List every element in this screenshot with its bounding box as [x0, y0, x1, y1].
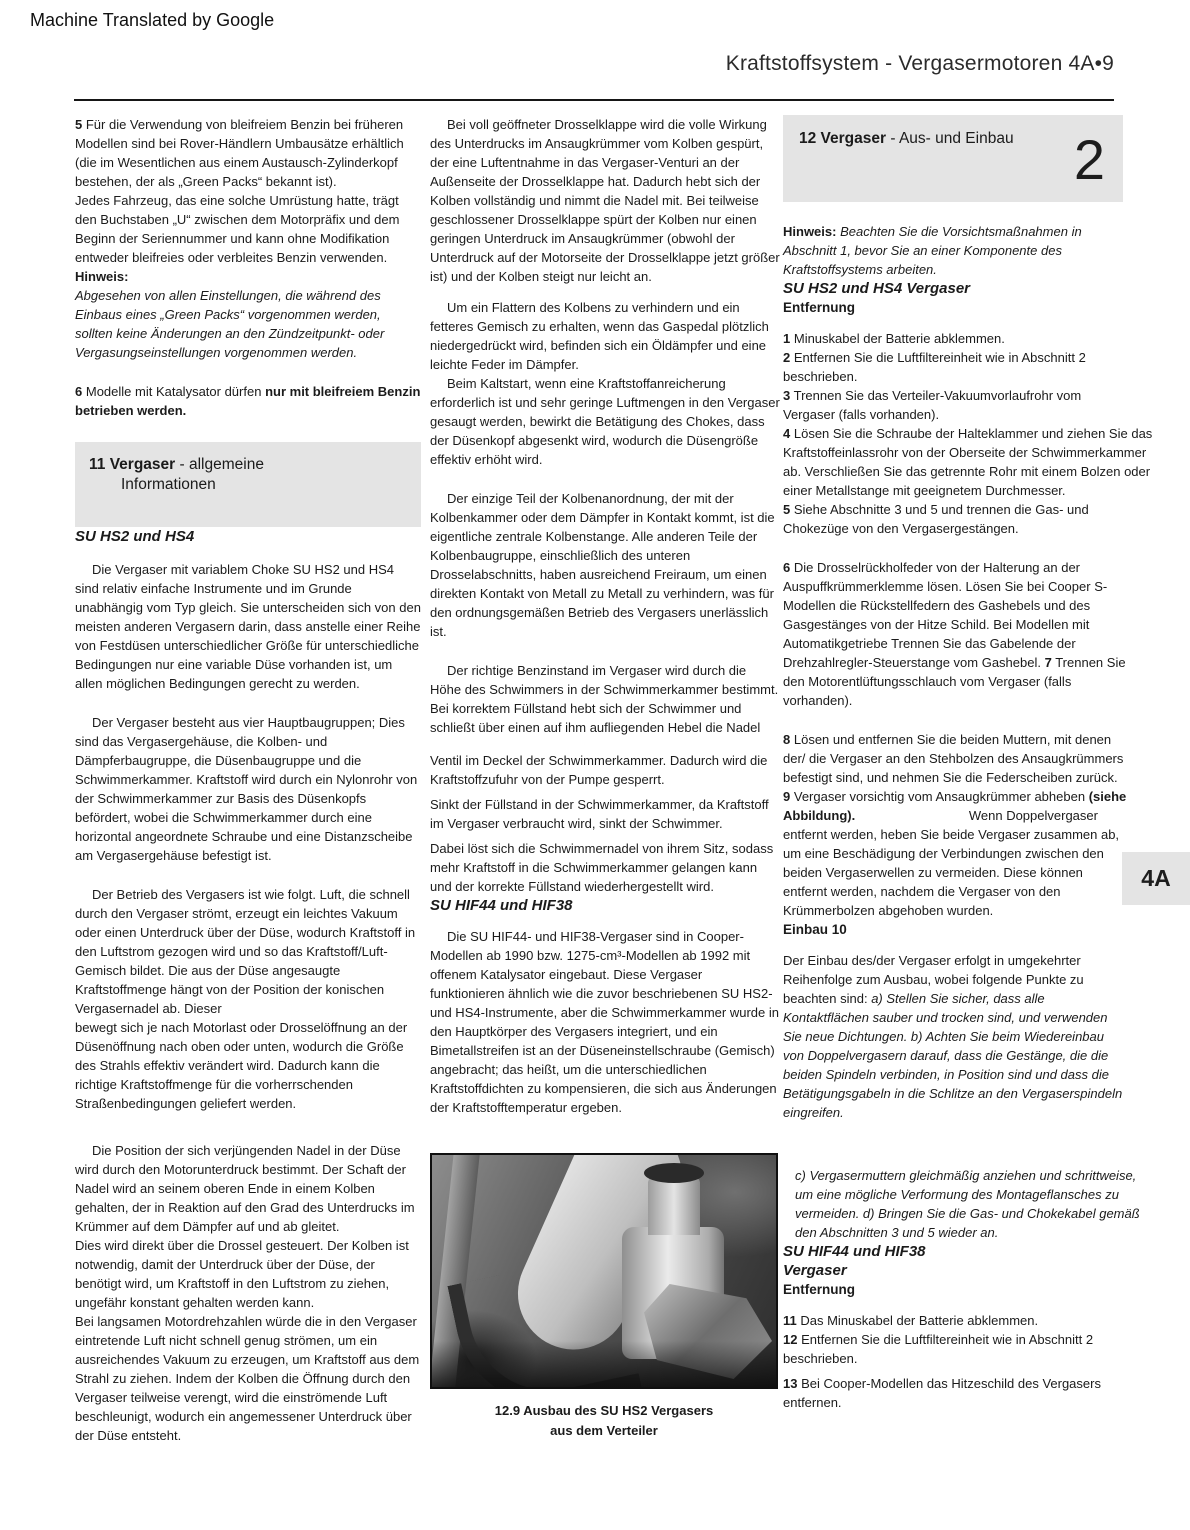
step-text: Doppelvergaser entfernt werden, heben Sie beide Vergaser zusammen ab, um eine Beschädigung der Verbindungen zwischen den beiden Vergaserwellen zu vermeiden. Diese können entfernt werden, nachdem die Vergaser von den Krümmerbolzen abgehoben wurden.: [783, 808, 1120, 918]
step-number: 3: [783, 388, 791, 403]
subheading-su-hif44-hif38-vergaser: [783, 1242, 1167, 1280]
step-text: Minuskabel der Batterie abklemmen.: [793, 331, 1005, 346]
page-title: Kraftstoffsystem - Vergasermotoren 4A•9: [725, 52, 1114, 75]
subheading-line1: SU HIF44 und HIF38: [783, 1243, 926, 1260]
step-number: 5: [75, 117, 83, 132]
step-text: Jedes Fahrzeug, das eine solche Umrüstung hatte, trägt den Buchstaben „U“ zwischen dem Motorpräfix und dem Beginn der Seriennummer und kann ohne Modifikation entweder bleifreies oder verbleites Benzin verwenden.: [75, 193, 400, 265]
step-text: Lösen Sie die Schraube der Halteklammer und ziehen Sie das Kraftstoffeinlassrohr von der Oberseite der Schwimmerkammer ab. Verschließen Sie das getrennte Rohr mit einem Bolzen oder einer Metallstange mit geeignetem Durchmesser.: [783, 426, 1153, 498]
step-text: Entfernen Sie die Luftfiltereinheit wie in Abschnitt 2 beschrieben.: [783, 350, 1086, 384]
section-number-title: 11 Vergaser: [89, 456, 176, 473]
paragraph: Dies wird direkt über die Drossel gesteuert. Der Kolben ist notwendig, damit der Unterdruck über der Düse, der benötigt wird, um Kraftstoff in den Luftstrom zu ziehen, ungefähr konstant gehalten werden kann.: [75, 1238, 409, 1310]
figure-caption-line1: 12.9 Ausbau des SU HS2 Vergasers: [494, 1403, 714, 1418]
section-11-header: [75, 442, 421, 527]
install-items-cd: c) Vergasermuttern gleichmäßig anziehen und schrittweise, um eine mögliche Verformung des Montageflansches zu vermeiden. d) Bringen Sie die Gas- und Chokekabel gemäß den Abschnitten 3 und 5 wieder an.: [795, 1168, 1140, 1240]
paragraph: Der Vergaser besteht aus vier Hauptbaugruppen; Dies sind das Vergasergehäuse, die Kolben- und Dämpferbaugruppe, die Düsenbaugruppe und die Schwimmerkammer. Kraftstoff wird durch ein Nylonrohr von der Schwimmerkammer zur Basis des Düsenkopfs befördert, wobei die Schwimmerkammer durch eine horizontal angeordnete Schraube und eine Distanzscheibe am Vergasergehäuse befestigt ist.: [75, 715, 418, 863]
step-text: Bei Cooper-Modellen das Hitzeschild des Vergasers entfernen.: [783, 1376, 1101, 1410]
step-5: [75, 115, 421, 191]
step-number: 4: [783, 426, 791, 441]
paragraph: Der richtige Benzinstand im Vergaser wird durch die Höhe des Schwimmers in der Schwimmerkammer bestimmt. Bei korrektem Füllstand hebt sich der Schwimmer und schließt über einen auf ihm aufliegenden Hebel die Nadel: [430, 663, 779, 735]
step-1: [783, 329, 1128, 348]
step-number: 7: [1044, 655, 1052, 670]
paragraph: Bei langsamen Motordrehzahlen würde die in den Vergaser eintretende Luft nicht schnell genug strömen, um ein ausreichendes Vakuum zu erzeugen, um Kraftstoff aus dem Strahl zu ziehen. Indem der Kolben die Öffnung durch den Vergaser teilweise verengt, wird die einströmende Luft beschleunigt, wodurch ein angemessener Unterdruck über der Düse entsteht.: [75, 1314, 420, 1443]
step-6-7: [783, 558, 1128, 710]
step-number: 12: [783, 1332, 798, 1347]
step-5: [783, 500, 1128, 538]
section-title-line1: [89, 455, 407, 475]
paragraph: bewegt sich je nach Motorlast oder Drosselöffnung an der Düsenöffnung nach oben oder unten, wodurch die Größe des Strahls effektiv verändert wird. Dadurch kann die richtige Kraftstoffmenge für die vorherrschenden Straßenbedingungen geliefert werden.: [75, 1020, 408, 1111]
step-text: Das Minuskabel der Batterie abklemmen.: [800, 1313, 1039, 1328]
section-number-title: 12 Vergaser: [799, 130, 887, 147]
heading-entfernung: Entfernung: [783, 300, 855, 315]
paragraph: Die Position der sich verjüngenden Nadel in der Düse wird durch den Motorunterdruck bestimmt. Der Schaft der Nadel wird an seinem oberen Ende in einem Kolben gehalten, der in Reaktion auf den Grad des Unterdrucks im Krümmer auf dem Dämpfer auf und ab gleitet.: [75, 1143, 415, 1234]
paragraph: Die Vergaser mit variablem Choke SU HS2 und HS4 sind relativ einfache Instrumente und im Grunde unabhängig vom Typ gleich. Sie unterscheiden sich von den meisten anderen Vergasern darin, dass anstelle einer Reihe von Festdüsen unterschiedlicher Größe für unterschiedliche Bedingungen nur eine variable Düse vorhanden ist, um allen möglichen Bedingungen gerecht zu werden.: [75, 562, 421, 691]
install-notes: [783, 951, 1128, 1122]
photo-shadow: [432, 1341, 776, 1387]
step-number: 9: [783, 789, 791, 804]
photo-dashpot-neck: [648, 1177, 700, 1235]
paragraph: Dabei löst sich die Schwimmernadel von ihrem Sitz, sodass mehr Kraftstoff in die Schwimmerkammer gelangen kann und der korrekte Füllstand wiederhergestellt wird.: [430, 841, 774, 894]
figure-caption-line2: aus dem Verteiler: [550, 1423, 658, 1438]
note-label: Hinweis:: [783, 224, 837, 239]
step-number: 11: [783, 1313, 797, 1328]
step-text: Lösen und entfernen Sie die beiden Muttern, mit denen der/ die Vergaser an den Stehbolzen des Ansaugkrümmers befestigt sind, und nehmen Sie die Federscheiben zurück.: [783, 732, 1124, 785]
install-intro: Der Einbau des/der Vergaser erfolgt in umgekehrter Reihenfolge zum Ausbau, wobei folgende Punkte zu beachten sind:: [783, 953, 1084, 1006]
install-items-ab: a) Stellen Sie sicher, dass alle Kontaktflächen sauber und trocken sind, und verwenden Sie neue Dichtungen. b) Achten Sie beim Wiedereinbau von Doppelvergasern darauf, dass die Gestänge, die die beiden Spindeln verbinden, in Position sind und dass die Betätigungsgabeln in die Schlitze an den Vergaserspindeln eingreifen.: [783, 991, 1123, 1120]
step-8-9: [783, 730, 1128, 920]
figure-caption: [430, 1401, 778, 1441]
section-title-rest: - allgemeine: [175, 456, 264, 473]
column-left: [75, 115, 421, 1445]
paragraph: Der Betrieb des Vergasers ist wie folgt. Luft, die schnell durch den Vergaser strömt, erzeugt ein leichtes Vakuum oder einen Unterdruck über der Düse, wodurch Kraftstoff in den Luftstrom gezogen wird und so das Kraftstoff/Luft-Gemisch bildet. Die aus der Düse angesaugte Kraftstoffmenge hängt von der Position der konischen Vergasernadel ab. Dieser: [75, 887, 416, 1016]
section-big-number: 2: [1073, 128, 1105, 191]
paragraph: Die SU HIF44- und HIF38-Vergaser sind in Cooper-Modellen ab 1990 bzw. 1275-cm³-Modellen ab 1992 mit offenem Katalysator eingebaut. Diese Vergaser funktionieren ähnlich wie die zuvor beschriebenen SU HS2- und HS4-Instrumente, aber die Schwimmerkammer wurde in den Hauptkörper des Vergasers integriert, und ein Bimetallstreifen ist an der Düseneinstellschraube (Gemisch) angebracht; das heißt, um die unterschiedlichen Kraftstoffdichten zu kompensieren, die sich aus Änderungen der Kraftstofftemperatur ergeben.: [430, 929, 779, 1115]
paragraph: Sinkt der Füllstand in der Schwimmerkammer, da Kraftstoff im Vergaser verbraucht wird, sinkt der Schwimmer.: [430, 797, 769, 831]
section-title-line1: [799, 129, 1107, 149]
step-text: Die Drosselrückholfeder von der Halterung an der Auspuffkrümmerklemme lösen. Lösen Sie bei Cooper S-Modellen die Rückstellfedern des Gashebels und des Gasgestänges von der Hitze Schild. Bei Modellen mit Automatikgetriebe Trennen Sie das Gabelende der Drehzahlregler-Steuerstange vom Gashebel.: [783, 560, 1108, 670]
step-text: Wenn: [968, 808, 1003, 823]
step-5-note: Abgesehen von allen Einstellungen, die während des Einbaus eines „Green Packs“ vorgenommen werden, sollten keine Änderungen an den Zündzeitpunkt- oder Vergasungseinstellungen vorgenommen werden.: [75, 288, 385, 360]
step-bold-text: (siehe Abbildung).: [783, 789, 1127, 823]
step-text: Trennen Sie den Motorentlüftungsschlauch vom Vergaser (falls vorhanden).: [783, 655, 1126, 708]
note-text: Beachten Sie die Vorsichtsmaßnahmen in Abschnitt 1, bevor Sie an einer Komponente des Kraftstoffsystems arbeiten.: [783, 224, 1082, 277]
paragraph: Bei voll geöffneter Drosselklappe wird die volle Wirkung des Unterdrucks im Ansaugkrümmer vom Kolben gespürt, der eine Luftentnahme in das Vergaser-Venturi an der Außenseite der Drosselklappe hat. Dadurch hebt sich der Kolben vollständig und nimmt die Nadel mit. Bei teilweise geschlossener Drosselklappe spürt der Kolben nur einen geringen Unterdruck im Ansaugkrümmer (obwohl der Unterdruck auf der Motorseite der Drosselklappe jetzt größer ist) und der Kolben steigt nur leicht an.: [430, 117, 780, 284]
paragraph: Ventil im Deckel der Schwimmerkammer. Dadurch wird die Kraftstoffzufuhr von der Pumpe gesperrt.: [430, 753, 768, 787]
step-12: [783, 1330, 1128, 1368]
figure-photo: [430, 1153, 778, 1389]
step-number: 2: [783, 350, 791, 365]
subheading-su-hif44-hif38: SU HIF44 und HIF38: [430, 897, 573, 914]
step-5-continued: [75, 191, 421, 286]
paragraph: Um ein Flattern des Kolbens zu verhindern und ein fetteres Gemisch zu erhalten, wenn das Gaspedal plötzlich niedergedrückt wird, befinden sich ein Öldämpfer und eine leichte Feder im Dämpfer.: [430, 300, 769, 372]
step-number: 5: [783, 502, 791, 517]
heading-entfernung-2: Entfernung: [783, 1282, 855, 1297]
section-title-rest: - Aus- und Einbau: [886, 130, 1014, 147]
subheading-line2: Vergaser: [783, 1262, 847, 1279]
paragraph: Beim Kaltstart, wenn eine Kraftstoffanreicherung erforderlich ist und sehr geringe Luftmengen in den Vergaser gesaugt werden, bewirkt die Betätigung des Chokes, dass der Düsenkopf abgesenkt wird, wodurch die Düsengröße effektiv erhöht wird.: [430, 376, 780, 467]
step-13: [783, 1374, 1128, 1412]
note-label: Hinweis:: [75, 269, 129, 284]
step-text: Trennen Sie das Verteiler-Vakuumvorlaufrohr vom Vergaser (falls vorhanden).: [783, 388, 1082, 422]
subheading-su-hs2-hs4: SU HS2 und HS4: [75, 528, 195, 545]
step-number: 6: [783, 560, 791, 575]
step-number: 8: [783, 732, 791, 747]
step-text: Modelle mit Katalysator dürfen: [85, 384, 262, 399]
step-2: [783, 348, 1128, 386]
column-middle: [430, 115, 780, 1441]
subheading-su-hs2-hs4-vergaser: SU HS2 und HS4 Vergaser: [783, 280, 971, 297]
step-3: [783, 386, 1128, 424]
step-text: Vergaser vorsichtig vom Ansaugkrümmer abheben: [793, 789, 1086, 804]
step-text: Entfernen Sie die Luftfiltereinheit wie in Abschnitt 2 beschrieben.: [783, 1332, 1094, 1366]
section-title-line2: Informationen: [121, 476, 216, 493]
step-4: [783, 424, 1167, 500]
step-text: Siehe Abschnitte 3 und 5 und trennen die Gas- und Chokezüge von den Vergasergestängen.: [783, 502, 1089, 536]
step-bold-text: nur mit bleifreiem Benzin betrieben werden.: [75, 384, 421, 418]
chapter-tab-4a: 4A: [1122, 852, 1190, 905]
header-rule: [74, 99, 1114, 101]
column-right: [783, 115, 1167, 1412]
figure-12-9: [430, 1153, 780, 1441]
step-number: 6: [75, 384, 83, 399]
section-12-header: [783, 115, 1123, 202]
section-note: [783, 222, 1123, 279]
step-11: [783, 1311, 1128, 1330]
paragraph: Der einzige Teil der Kolbenanordnung, der mit der Kolbenkammer oder dem Dämpfer in Kontakt kommt, ist die eigentliche zentrale Kolbenstange. Alle anderen Teile der Kolbenbaugruppe, einschließlich des unteren Drosselabschnitts, haben ausreichend Freiraum, um einen direkten Kontakt von Metall zu Metall zu verhindern, was für den ordnungsgemäßen Betrieb des Vergasers unerlässlich ist.: [430, 491, 775, 639]
step-number: 13: [783, 1376, 798, 1391]
watermark-text: Machine Translated by Google: [30, 10, 275, 30]
step-number: 1: [783, 331, 791, 346]
heading-einbau: Einbau 10: [783, 922, 847, 937]
step-6: [75, 382, 421, 420]
photo-dashpot-cap: [644, 1163, 704, 1183]
step-text: Für die Verwendung von bleifreiem Benzin bei früheren Modellen sind bei Rover-Händlern Umbausätze erhältlich (die im Wesentlichen aus einem Austausch-Zylinderkopf bestehen, der als „Green Packs“ bekannt ist).: [75, 117, 404, 189]
